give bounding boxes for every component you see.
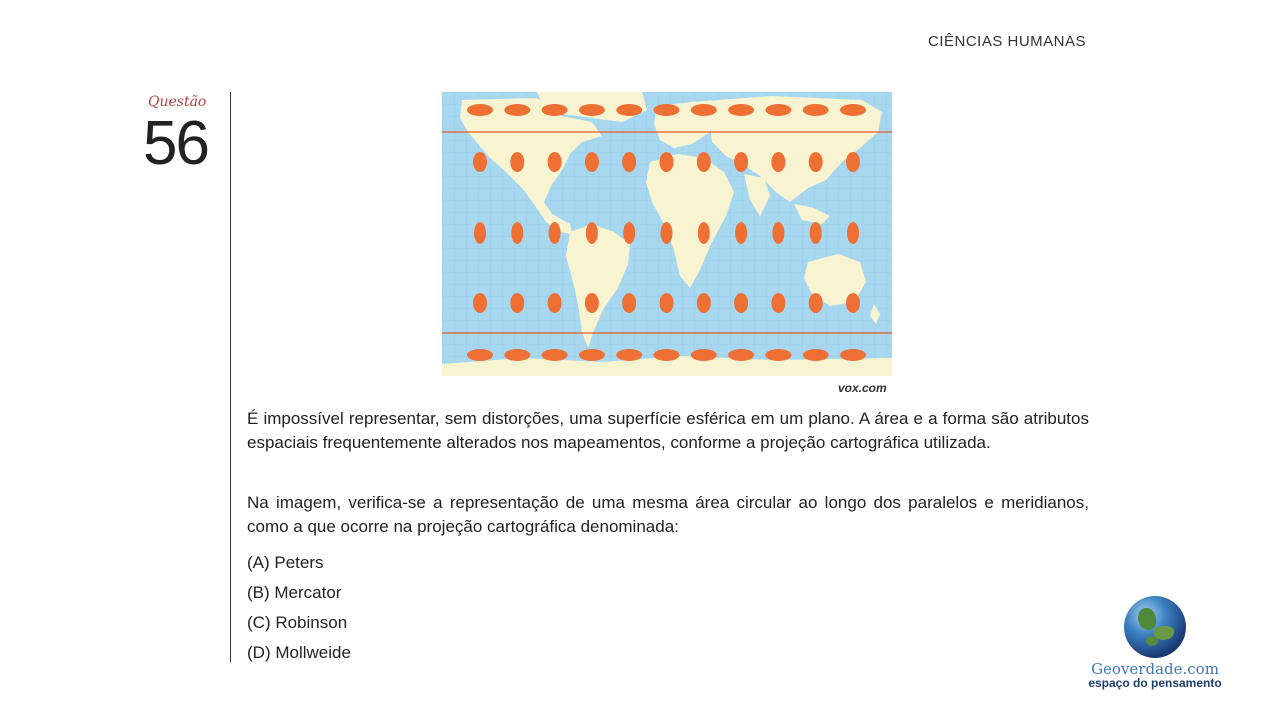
question-label: Questão [148, 94, 207, 110]
tissot-ellipse [616, 104, 642, 116]
tissot-ellipse [840, 104, 866, 116]
tissot-ellipse [660, 152, 674, 172]
tissot-ellipse [809, 293, 823, 313]
tissot-ellipse [585, 293, 599, 313]
tissot-ellipse [474, 222, 486, 244]
tissot-ellipse [510, 152, 524, 172]
option-b[interactable]: (B) Mercator [247, 583, 342, 602]
tissot-ellipse [473, 293, 487, 313]
tissot-ellipse [654, 104, 680, 116]
tissot-ellipse [579, 104, 605, 116]
tissot-ellipse [697, 152, 711, 172]
tissot-ellipse [542, 104, 568, 116]
tissot-ellipse [548, 293, 562, 313]
tissot-ellipse [579, 349, 605, 361]
tissot-ellipse [698, 222, 710, 244]
tissot-ellipse [473, 152, 487, 172]
option-d[interactable]: (D) Mollweide [247, 643, 351, 662]
tissot-ellipse [586, 222, 598, 244]
logo-title: Geoverdade.com [1091, 660, 1219, 678]
tissot-ellipse [771, 152, 785, 172]
tissot-ellipse [585, 152, 599, 172]
tissot-ellipse [734, 152, 748, 172]
tissot-ellipse [467, 349, 493, 361]
tissot-ellipse [511, 222, 523, 244]
image-source: vox.com [838, 381, 887, 395]
tissot-ellipse [661, 222, 673, 244]
tissot-ellipse [803, 349, 829, 361]
tissot-ellipse [772, 222, 784, 244]
tissot-ellipse [622, 152, 636, 172]
tissot-ellipse [467, 104, 493, 116]
tissot-ellipse [765, 349, 791, 361]
tissot-ellipse [510, 293, 524, 313]
tissot-ellipse [549, 222, 561, 244]
tissot-ellipse [691, 349, 717, 361]
tissot-ellipse [622, 293, 636, 313]
tissot-ellipse [809, 152, 823, 172]
world-map-figure [442, 92, 892, 376]
tissot-ellipse [810, 222, 822, 244]
logo-subtitle: espaço do pensamento [1088, 676, 1222, 690]
tissot-ellipse [623, 222, 635, 244]
tissot-ellipse [735, 222, 747, 244]
tissot-ellipse [504, 104, 530, 116]
tissot-ellipse [846, 293, 860, 313]
question-text-paragraph-1: É impossível representar, sem distorções, uma superfície esférica em um plano. A área e a forma são atributos espaciais frequentemente alterados nos mapeamentos, conforme a projeção cartográfica utilizada. [247, 409, 1089, 452]
tissot-ellipse [803, 104, 829, 116]
tissot-ellipse [765, 104, 791, 116]
tissot-ellipse [542, 349, 568, 361]
tissot-ellipse [847, 222, 859, 244]
vertical-divider [230, 92, 231, 662]
tissot-ellipse [697, 293, 711, 313]
tissot-ellipse [660, 293, 674, 313]
tissot-ellipse [846, 152, 860, 172]
tissot-ellipse [654, 349, 680, 361]
tissot-ellipse [691, 104, 717, 116]
option-c[interactable]: (C) Robinson [247, 613, 348, 632]
tissot-ellipse [504, 349, 530, 361]
subject-header: CIÊNCIAS HUMANAS [928, 33, 1087, 50]
tissot-map [442, 92, 892, 376]
tissot-ellipse [840, 349, 866, 361]
tissot-ellipse [734, 293, 748, 313]
tissot-ellipse [728, 104, 754, 116]
site-logo[interactable] [1082, 596, 1228, 690]
tissot-ellipse [728, 349, 754, 361]
answer-options [247, 548, 351, 668]
tissot-ellipse [548, 152, 562, 172]
option-a[interactable]: (A) Peters [247, 553, 324, 572]
tissot-ellipse [616, 349, 642, 361]
question-number: 56 [143, 109, 208, 178]
globe-icon [1124, 596, 1186, 658]
question-text-paragraph-2: Na imagem, verifica-se a representação de uma mesma área circular ao longo dos paralelos e meridianos, como a que ocorre na projeção cartográfica denominada: [247, 493, 1089, 536]
tissot-ellipse [771, 293, 785, 313]
